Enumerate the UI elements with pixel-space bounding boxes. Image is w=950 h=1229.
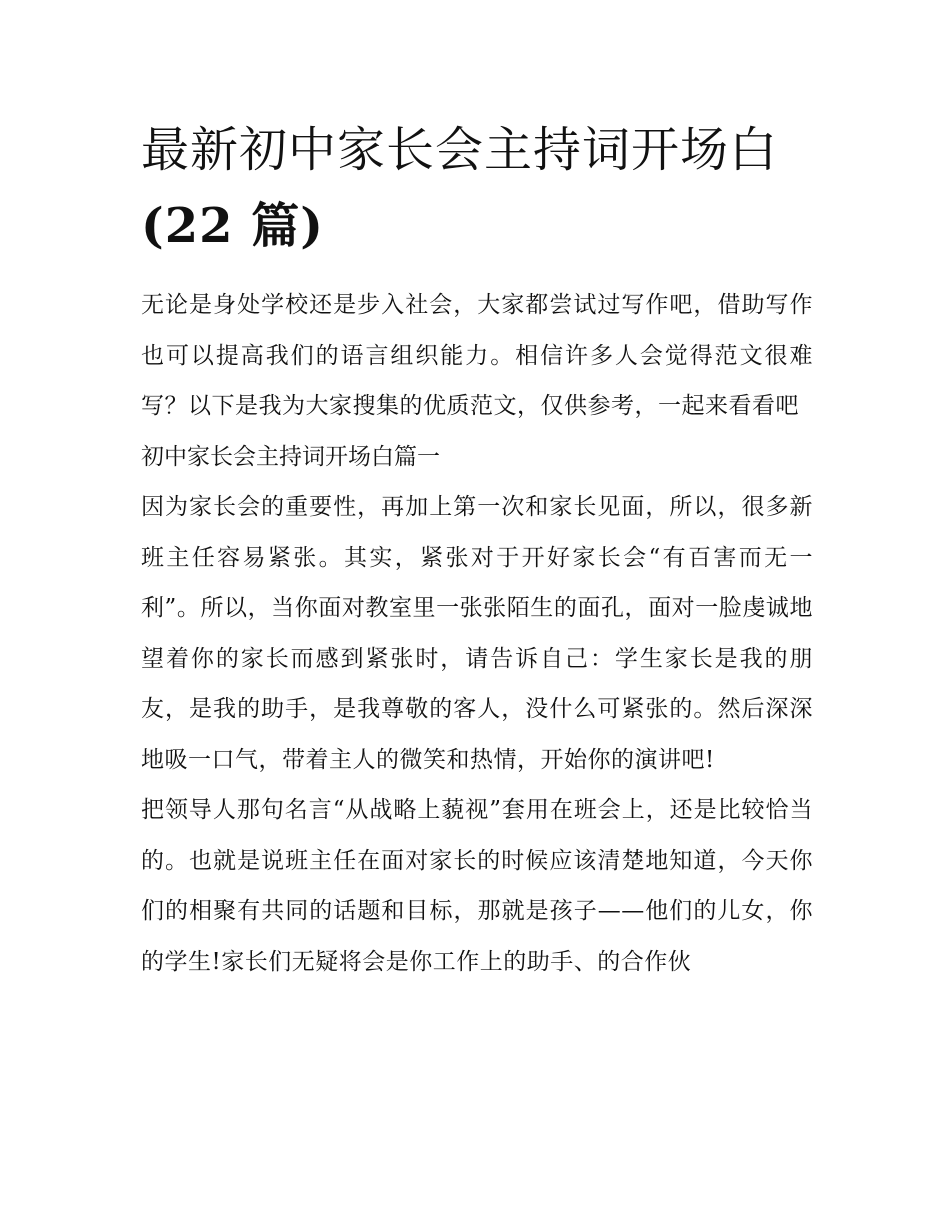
document-title bbox=[141, 112, 813, 264]
title-line-count: (22 篇) bbox=[141, 198, 324, 254]
title-line-main: 最新初中家长会主持词开场白 bbox=[141, 122, 779, 178]
section-heading: 初中家长会主持词开场白篇一 bbox=[141, 443, 440, 470]
intro-paragraph: 无论是身处学校还是步入社会，大家都尝试过写作吧，借助写作也可以提高我们的语言组织能力。相信许多人会觉得范文很难写？以下是我为大家搜集的优质范文，仅供参考，一起来看看吧 bbox=[141, 292, 813, 419]
body-paragraph-1: 因为家长会的重要性，再加上第一次和家长见面，所以，很多新班主任容易紧张。其实，紧张对于开好家长会“有百害而无一利”。所以，当你面对教室里一张张陌生的面孔，面对一脸虔诚地望着你的家长而感到紧张时，请告诉自己：学生家长是我的朋友，是我的助手，是我尊敬的客人，没什么可紧张的。然后深深地吸一口气，带着主人的微笑和热情，开始你的演讲吧! bbox=[141, 494, 813, 773]
document-page bbox=[141, 112, 813, 987]
body-paragraph-2: 把领导人那句名言“从战略上藐视”套用在班会上，还是比较恰当的。也就是说班主任在面对家长的时候应该清楚地知道，今天你们的相聚有共同的话题和目标，那就是孩子——他们的儿女，你的学生!家长们无疑将会是你工作上的助手、的合作伙 bbox=[141, 797, 813, 975]
document-body bbox=[141, 280, 813, 987]
